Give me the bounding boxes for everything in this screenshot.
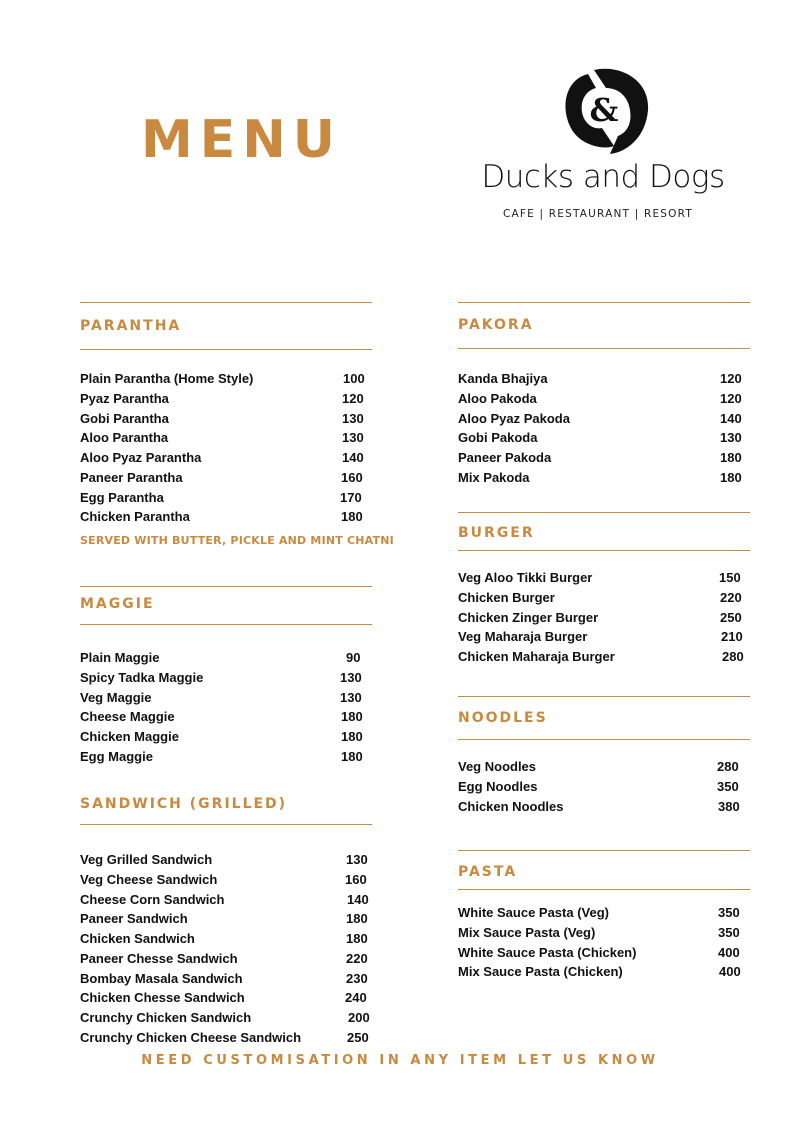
menu-item [458,588,758,608]
item-name: Chicken Noodles [458,798,564,814]
section-title-parantha: PARANTHA [80,318,182,334]
item-name: Veg Aloo Tikki Burger [458,570,593,585]
item-name: Cheese Corn Sandwich [80,891,225,907]
item-name: Kanda Bhajiya [458,371,548,386]
menu-item [458,777,758,797]
item-price: 220 [346,950,368,966]
item-price: 220 [720,589,742,605]
section-title-sandwich: SANDWICH (GRILLED) [80,796,288,812]
section-rule [458,348,750,349]
item-price: 180 [341,509,363,525]
item-name: Chicken Chesse Sandwich [80,990,245,1006]
brand-logo-mark: & [589,91,619,129]
menu-item [80,707,380,727]
sandwich-items [80,850,380,1048]
menu-item [458,608,758,628]
item-price: 350 [718,924,740,940]
item-name: Pyaz Parantha [80,390,169,406]
item-price: 140 [342,450,364,465]
menu-item [80,969,380,989]
menu-item [458,369,758,389]
item-name: Chicken Burger [458,589,555,605]
noodles-items [458,757,758,816]
item-price: 90 [346,650,361,665]
section-title-pakora: PAKORA [458,317,534,333]
section-rule [80,586,372,587]
section-rule [458,302,750,303]
item-name: Chicken Sandwich [80,931,195,946]
item-price: 200 [348,1010,370,1025]
item-price: 180 [720,450,742,465]
menu-item [80,468,380,488]
section-title-pasta: PASTA [458,864,518,880]
menu-item [80,688,380,708]
burger-items [458,568,758,667]
menu-item [458,943,758,963]
item-name: Mix Pakoda [458,469,530,485]
brand-name: Ducks and Dogs [481,159,725,195]
item-name: Chicken Zinger Burger [458,609,599,625]
section-title-burger: BURGER [458,525,535,541]
item-name: Egg Maggie [80,748,153,764]
menu-item [458,797,758,817]
item-price: 130 [340,689,362,705]
section-rule [458,696,750,697]
item-price: 380 [718,798,740,814]
menu-item [458,757,758,777]
menu-item [80,409,380,429]
item-price: 140 [347,891,369,907]
item-price: 180 [720,469,742,485]
item-price: 170 [340,489,362,505]
parantha-note: SERVED WITH BUTTER, PICKLE AND MINT CHATNI [80,534,394,547]
section-rule [458,512,750,513]
item-name: Paneer Sandwich [80,911,188,927]
menu-item [80,870,380,890]
item-price: 250 [720,609,742,625]
item-price: 180 [346,931,368,946]
section-title-maggie: MAGGIE [80,596,155,612]
item-name: Crunchy Chicken Sandwich [80,1010,252,1025]
menu-item [80,648,380,668]
item-price: 180 [341,709,363,725]
item-name: Aloo Pakoda [458,390,537,406]
item-name: Chicken Maggie [80,729,179,744]
item-price: 180 [346,911,368,927]
ducks-and-dogs-logo-icon [558,66,652,156]
item-price: 100 [343,371,365,386]
section-rule [80,349,372,350]
section-rule [458,739,750,740]
item-price: 160 [341,469,363,485]
footer-note: NEED CUSTOMISATION IN ANY ITEM LET US KNOW [141,1053,659,1068]
item-name: Chicken Parantha [80,509,190,525]
item-name: Veg Noodles [458,759,537,774]
item-price: 130 [720,430,742,446]
menu-item [458,923,758,943]
menu-item [458,627,758,647]
item-name: Veg Maharaja Burger [458,629,588,645]
item-name: Veg Maggie [80,689,152,705]
menu-item [80,727,380,747]
item-price: 350 [718,905,740,920]
item-name: Veg Cheese Sandwich [80,871,218,887]
item-name: White Sauce Pasta (Chicken) [458,944,637,960]
section-rule [80,824,372,825]
item-price: 210 [721,629,743,645]
item-name: Aloo Pyaz Pakoda [458,410,570,426]
menu-item [80,507,380,527]
item-name: Chicken Maharaja Burger [458,649,615,664]
menu-item [458,962,758,982]
item-price: 250 [347,1029,369,1045]
section-rule [458,550,750,551]
menu-item [80,668,380,688]
item-price: 130 [340,669,362,685]
pakora-items [458,369,758,488]
item-price: 180 [341,748,363,764]
item-name: Veg Grilled Sandwich [80,852,213,867]
section-title-noodles: NOODLES [458,710,548,726]
item-name: White Sauce Pasta (Veg) [458,905,609,920]
pasta-items [458,903,758,982]
menu-item [458,647,758,667]
section-rule [80,624,372,625]
item-price: 180 [341,729,363,744]
menu-item [458,568,758,588]
menu-item [458,468,758,488]
menu-item [458,428,758,448]
menu-title: MENU [141,110,343,170]
item-name: Crunchy Chicken Cheese Sandwich [80,1029,302,1045]
menu-item [80,929,380,949]
menu-item [458,409,758,429]
item-price: 120 [720,371,742,386]
item-price: 400 [718,944,740,960]
item-price: 140 [720,410,742,426]
menu-item [80,488,380,508]
item-name: Egg Parantha [80,489,164,505]
item-price: 130 [342,430,364,446]
menu-item [80,747,380,767]
menu-item [80,909,380,929]
item-price: 240 [345,990,367,1006]
parantha-items [80,369,380,527]
section-rule [80,302,372,303]
item-price: 130 [342,410,364,426]
item-price: 150 [719,570,741,585]
item-price: 230 [346,970,368,986]
item-price: 120 [342,390,364,406]
item-name: Mix Sauce Pasta (Veg) [458,924,596,940]
menu-item [80,448,380,468]
menu-item [80,890,380,910]
item-price: 280 [722,649,744,664]
menu-item [458,903,758,923]
item-name: Paneer Pakoda [458,450,552,465]
item-price: 400 [719,964,741,980]
item-name: Cheese Maggie [80,709,175,725]
item-name: Aloo Pyaz Parantha [80,450,202,465]
menu-item [80,850,380,870]
brand-logo [478,66,728,226]
item-name: Plain Maggie [80,650,160,665]
item-price: 280 [717,759,739,774]
item-name: Gobi Pakoda [458,430,538,446]
item-price: 130 [346,852,368,867]
menu-item [80,988,380,1008]
menu-item [80,1028,380,1048]
item-price: 120 [720,390,742,406]
menu-item [80,1008,380,1028]
menu-item [458,389,758,409]
menu-item [80,369,380,389]
item-name: Mix Sauce Pasta (Chicken) [458,964,623,980]
menu-item [80,428,380,448]
item-price: 350 [717,778,739,794]
item-name: Spicy Tadka Maggie [80,669,204,685]
item-name: Aloo Parantha [80,430,169,446]
item-price: 160 [345,871,367,887]
item-name: Egg Noodles [458,778,538,794]
item-name: Paneer Chesse Sandwich [80,950,238,966]
item-name: Plain Parantha (Home Style) [80,371,254,386]
maggie-items [80,648,380,767]
menu-item [80,949,380,969]
item-name: Bombay Masala Sandwich [80,970,243,986]
brand-tagline: CAFE | RESTAURANT | RESORT [502,208,693,220]
item-name: Gobi Parantha [80,410,169,426]
menu-item [80,389,380,409]
section-rule [458,889,750,890]
section-rule [458,850,750,851]
item-name: Paneer Parantha [80,469,183,485]
menu-item [458,448,758,468]
